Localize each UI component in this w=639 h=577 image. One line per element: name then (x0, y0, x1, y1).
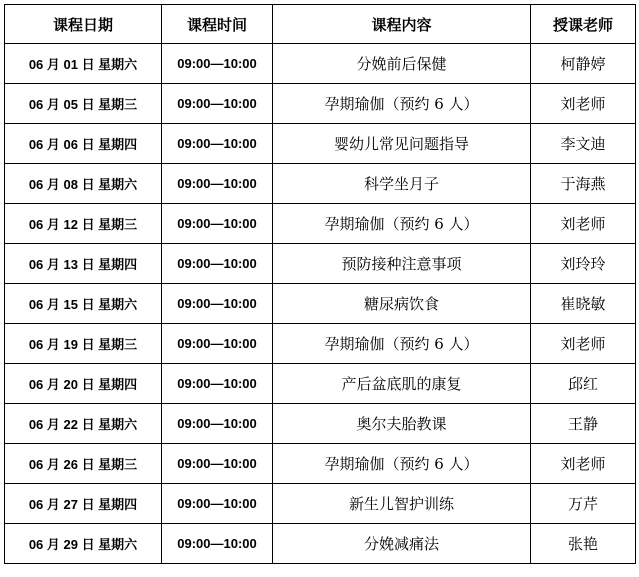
course-content: 科学坐月子 (273, 164, 531, 204)
course-date: 06 月 20 日 星期四 (5, 364, 162, 404)
course-time: 09:00—10:00 (162, 204, 273, 244)
course-date: 06 月 01 日 星期六 (5, 44, 162, 84)
course-time: 09:00—10:00 (162, 164, 273, 204)
course-content: 分娩前后保健 (273, 44, 531, 84)
table-row (5, 484, 636, 524)
table-body (5, 44, 636, 564)
course-date: 06 月 26 日 星期三 (5, 444, 162, 484)
course-content: 孕期瑜伽（预约 6 人） (273, 84, 531, 124)
table-row (5, 164, 636, 204)
course-date: 06 月 06 日 星期四 (5, 124, 162, 164)
course-time: 09:00—10:00 (162, 524, 273, 564)
course-time: 09:00—10:00 (162, 44, 273, 84)
table-row (5, 204, 636, 244)
course-time: 09:00—10:00 (162, 444, 273, 484)
course-teacher: 刘玲玲 (531, 244, 636, 284)
course-teacher: 李文迪 (531, 124, 636, 164)
course-date: 06 月 27 日 星期四 (5, 484, 162, 524)
course-date: 06 月 29 日 星期六 (5, 524, 162, 564)
table-row (5, 324, 636, 364)
course-time: 09:00—10:00 (162, 324, 273, 364)
course-date: 06 月 19 日 星期三 (5, 324, 162, 364)
course-content: 奥尔夫胎教课 (273, 404, 531, 444)
course-time: 09:00—10:00 (162, 284, 273, 324)
course-content: 分娩减痛法 (273, 524, 531, 564)
table-row (5, 284, 636, 324)
table-row (5, 44, 636, 84)
course-date: 06 月 22 日 星期六 (5, 404, 162, 444)
course-content: 孕期瑜伽（预约 6 人） (273, 324, 531, 364)
course-teacher: 于海燕 (531, 164, 636, 204)
course-time: 09:00—10:00 (162, 484, 273, 524)
course-date: 06 月 05 日 星期三 (5, 84, 162, 124)
course-time: 09:00—10:00 (162, 244, 273, 284)
course-teacher: 刘老师 (531, 204, 636, 244)
table-row (5, 444, 636, 484)
course-content: 孕期瑜伽（预约 6 人） (273, 444, 531, 484)
header-teacher: 授课老师 (531, 5, 636, 44)
course-teacher: 柯静婷 (531, 44, 636, 84)
course-teacher: 刘老师 (531, 324, 636, 364)
table-row (5, 404, 636, 444)
course-teacher: 邱红 (531, 364, 636, 404)
course-date: 06 月 08 日 星期六 (5, 164, 162, 204)
course-time: 09:00—10:00 (162, 404, 273, 444)
course-teacher: 王静 (531, 404, 636, 444)
header-content: 课程内容 (273, 5, 531, 44)
table-row (5, 84, 636, 124)
course-teacher: 崔晓敏 (531, 284, 636, 324)
course-content: 糖尿病饮食 (273, 284, 531, 324)
course-teacher: 刘老师 (531, 84, 636, 124)
header-date: 课程日期 (5, 5, 162, 44)
table-header (5, 5, 636, 44)
course-teacher: 万芹 (531, 484, 636, 524)
course-teacher: 张艳 (531, 524, 636, 564)
course-time: 09:00—10:00 (162, 364, 273, 404)
course-date: 06 月 13 日 星期四 (5, 244, 162, 284)
course-content: 新生儿智护训练 (273, 484, 531, 524)
course-content: 孕期瑜伽（预约 6 人） (273, 204, 531, 244)
table-row (5, 124, 636, 164)
course-teacher: 刘老师 (531, 444, 636, 484)
course-content: 产后盆底肌的康复 (273, 364, 531, 404)
course-date: 06 月 12 日 星期三 (5, 204, 162, 244)
course-time: 09:00—10:00 (162, 124, 273, 164)
header-row (5, 5, 636, 44)
course-content: 婴幼儿常见问题指导 (273, 124, 531, 164)
table-row (5, 524, 636, 564)
course-schedule-table (4, 4, 636, 564)
table-row (5, 364, 636, 404)
course-time: 09:00—10:00 (162, 84, 273, 124)
course-date: 06 月 15 日 星期六 (5, 284, 162, 324)
header-time: 课程时间 (162, 5, 273, 44)
table-row (5, 244, 636, 284)
course-content: 预防接种注意事项 (273, 244, 531, 284)
